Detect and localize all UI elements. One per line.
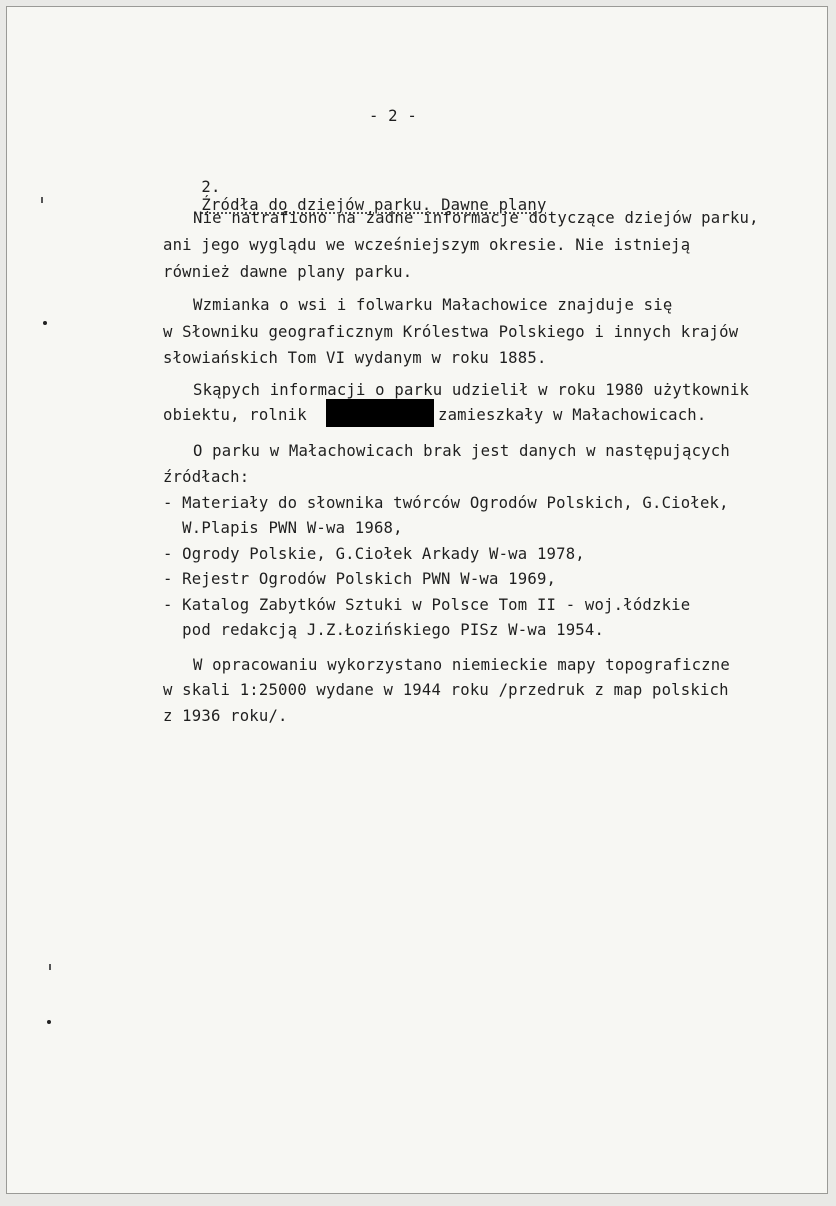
source-item-4-cont: pod redakcją J.Z.Łozińskiego PISz W-wa 1954. bbox=[163, 621, 605, 639]
margin-mark bbox=[49, 964, 51, 970]
paragraph-5-line-1: W opracowaniu wykorzystano niemieckie mapy topograficzne bbox=[193, 656, 730, 674]
paragraph-3-line-1: Skąpych informacji o parku udzielił w roku 1980 użytkownik bbox=[193, 381, 750, 399]
redaction-bar bbox=[326, 399, 434, 427]
paragraph-1-line-2: ani jego wyglądu we wcześniejszym okresie. Nie istnieją bbox=[163, 236, 691, 254]
source-item-3: - Rejestr Ogrodów Polskich PWN W-wa 1969, bbox=[163, 570, 557, 588]
paragraph-2-line-1: Wzmianka o wsi i folwarku Małachowice znajduje się bbox=[193, 296, 673, 314]
paragraph-3-line-2-start: obiektu, rolnik bbox=[163, 406, 307, 424]
paragraph-4-line-2: źródłach: bbox=[163, 468, 250, 486]
paragraph-1-line-3: również dawne plany parku. bbox=[163, 263, 413, 281]
punch-hole-mark bbox=[43, 321, 47, 325]
punch-hole-mark bbox=[47, 1020, 51, 1024]
paragraph-2-line-2: w Słowniku geograficznym Królestwa Polskiego i innych krajów bbox=[163, 323, 739, 341]
paragraph-4-line-1: O parku w Małachowicach brak jest danych w następujących bbox=[193, 442, 730, 460]
paragraph-5-line-2: w skali 1:25000 wydane w 1944 roku /przedruk z map polskich bbox=[163, 681, 729, 699]
source-item-1: - Materiały do słownika twórców Ogrodów Polskich, G.Ciołek, bbox=[163, 494, 729, 512]
paragraph-3-line-2-end: zamieszkały w Małachowicach. bbox=[438, 406, 707, 424]
margin-mark bbox=[41, 197, 43, 203]
document-page bbox=[6, 6, 828, 1194]
page-number: - 2 - bbox=[369, 107, 417, 125]
source-item-4: - Katalog Zabytków Sztuki w Polsce Tom II - woj.łódzkie bbox=[163, 596, 691, 614]
source-item-1-cont: W.Plapis PWN W-wa 1968, bbox=[163, 519, 403, 537]
paragraph-2-line-3: słowiańskich Tom VI wydanym w roku 1885. bbox=[163, 349, 547, 367]
section-number: 2. bbox=[201, 178, 221, 196]
source-item-2: - Ogrody Polskie, G.Ciołek Arkady W-wa 1978, bbox=[163, 545, 585, 563]
paragraph-5-line-3: z 1936 roku/. bbox=[163, 707, 288, 725]
paragraph-1-line-1: Nie natrafiono na żadne informacje dotyczące dziejów parku, bbox=[193, 209, 759, 227]
section-title: Źródła do dziejów parku. Dawne plany bbox=[201, 196, 547, 214]
